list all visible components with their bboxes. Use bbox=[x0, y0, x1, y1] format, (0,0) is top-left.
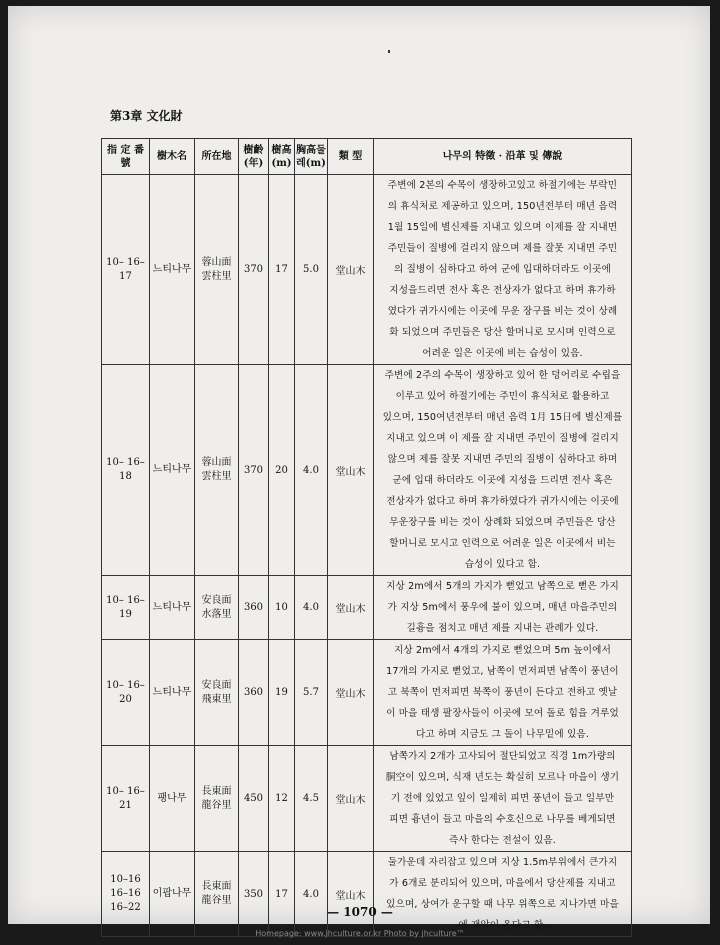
cell-height: 17 bbox=[269, 852, 295, 937]
description-line: 있으며, 상여가 운구할 때 나무 위쪽으로 지나가면 마을 bbox=[386, 899, 619, 910]
chapter-header: 第3章 文化財 bbox=[110, 109, 183, 123]
cell-girth: 5.7 bbox=[295, 640, 328, 746]
table-row bbox=[102, 852, 632, 937]
description-line: 할머니로 모시고 인력으로 어려운 일은 이곳에서 비는 bbox=[389, 538, 616, 549]
cell-age: 370 bbox=[239, 175, 269, 365]
cell-location: 蓉山面 雲柱里 bbox=[195, 175, 239, 365]
description-line: 였다가 귀가시에는 이곳에 무운 장구를 비는 것이 상례 bbox=[387, 306, 618, 317]
table-row bbox=[102, 365, 632, 576]
cell-age: 350 bbox=[239, 852, 269, 937]
cell-height: 20 bbox=[269, 365, 295, 576]
cell-tree-species: 이팝나무 bbox=[150, 852, 195, 937]
cell-designation-number: 10–16 16–16 16–22 bbox=[102, 852, 150, 937]
cell-location: 長東面 龍谷里 bbox=[195, 852, 239, 937]
table-row bbox=[102, 746, 632, 852]
cell-age: 450 bbox=[239, 746, 269, 852]
cell-designation-number: 10– 16–21 bbox=[102, 746, 150, 852]
description-line: 기 전에 있었고 잎이 일제히 피면 풍년이 들고 일부만 bbox=[390, 793, 615, 804]
description-line: 화 되었으며 주민들은 당산 할머니로 모시며 인력으로 bbox=[389, 327, 616, 338]
description-line: 무운장구를 비는 것이 상례화 되었으며 주민들은 당산 bbox=[389, 517, 616, 528]
header-height: 樹高 (m) bbox=[269, 139, 295, 175]
description-line: 胴空이 있으며, 식재 년도는 확실히 모르나 마을이 생기 bbox=[385, 772, 620, 783]
description-line: 있으며, 150여년전부터 매년 음력 1月 15日에 별신제를 bbox=[382, 412, 623, 423]
cell-location: 長東面 龍谷里 bbox=[195, 746, 239, 852]
description-line: 가 6개로 분리되어 있으며, 마을에서 당산제를 지내고 bbox=[389, 878, 616, 889]
description-line: 가 지상 5m에서 풍우에 불이 있으며, 매년 마을주민의 bbox=[387, 602, 618, 613]
description-line: 길흉을 점치고 매년 제를 지내는 관례가 있다. bbox=[406, 623, 599, 634]
table-header-row bbox=[102, 139, 632, 175]
cell-description bbox=[374, 175, 632, 365]
cell-tree-species: 느티나무 bbox=[150, 576, 195, 640]
cell-designation-number: 10– 16–20 bbox=[102, 640, 150, 746]
cell-type: 堂山木 bbox=[328, 640, 374, 746]
description-line: 주민들이 질병에 걸리지 않으며 제를 잘못 지내면 주민 bbox=[387, 243, 618, 254]
cell-location: 蓉山面 雲柱里 bbox=[195, 365, 239, 576]
description-line: 에 재앙이 온다고 함. bbox=[458, 920, 547, 931]
header-description: 나무의 特徵 · 沿革 및 傳說 bbox=[374, 139, 632, 175]
cell-location: 安良面 飛東里 bbox=[195, 640, 239, 746]
cell-height: 12 bbox=[269, 746, 295, 852]
description-line: 둘가운데 자리잡고 있으며 지상 1.5m부위에서 큰가지 bbox=[387, 857, 618, 868]
header-location: 所在地 bbox=[195, 139, 239, 175]
cell-age: 360 bbox=[239, 640, 269, 746]
description-line: 의 휴식처로 제공하고 있으며, 150년전부터 매년 음력 bbox=[387, 201, 618, 212]
table-row bbox=[102, 576, 632, 640]
description-line: 습성이 있다고 함. bbox=[464, 559, 541, 570]
description-line: 지상 2m에서 5개의 가지가 뻗었고 남쪽으로 뻗은 가지 bbox=[386, 581, 619, 592]
cell-girth: 4.5 bbox=[295, 746, 328, 852]
ink-speck bbox=[388, 50, 390, 53]
description-line: 주변에 2주의 수목이 생장하고 있어 한 덩어리로 수립을 bbox=[384, 370, 621, 381]
cell-height: 10 bbox=[269, 576, 295, 640]
cell-location: 安良面 水落里 bbox=[195, 576, 239, 640]
table-row bbox=[102, 175, 632, 365]
cell-description bbox=[374, 852, 632, 937]
cell-description bbox=[374, 746, 632, 852]
cell-girth: 4.0 bbox=[295, 852, 328, 937]
header-species: 樹木名 bbox=[150, 139, 195, 175]
cell-designation-number: 10– 16–19 bbox=[102, 576, 150, 640]
description-line: 군에 입대 하더라도 이곳에 지성을 드리면 전사 혹은 bbox=[392, 475, 613, 486]
cell-age: 360 bbox=[239, 576, 269, 640]
description-line: 전상자가 없다고 하며 휴가하였다가 귀가시에는 이곳에 bbox=[386, 496, 619, 507]
photo-credit-footer: Homepage: www.jhculture.or.kr Photo by jhculture™ bbox=[255, 929, 465, 938]
description-line: 주변에 2본의 수목이 생장하고있고 하절기에는 부락민 bbox=[387, 180, 618, 191]
description-line: 다고 하며 지금도 그 돌이 나무밑에 있음. bbox=[415, 729, 590, 740]
cell-designation-number: 10– 16–18 bbox=[102, 365, 150, 576]
description-line: 17개의 가지로 뻗었고, 남쪽이 먼저피면 남쪽이 풍년이 bbox=[386, 666, 619, 677]
cell-description bbox=[374, 576, 632, 640]
cell-designation-number: 10– 16–17 bbox=[102, 175, 150, 365]
description-line: 지내고 있으며 이 제를 잘 지내면 주민이 질병에 걸리지 bbox=[386, 433, 619, 444]
cell-tree-species: 느티나무 bbox=[150, 640, 195, 746]
cell-tree-species: 느티나무 bbox=[150, 175, 195, 365]
description-line: 지성을드리면 전사 혹은 전상자가 없다고 하며 휴가하 bbox=[389, 285, 616, 296]
cell-age: 370 bbox=[239, 365, 269, 576]
description-line: 지상 2m에서 4개의 가지로 뻗었으며 5m 높이에서 bbox=[393, 645, 612, 656]
description-line: 즉사 한다는 전설이 있음. bbox=[449, 835, 556, 846]
cell-type: 堂山木 bbox=[328, 175, 374, 365]
description-line: 이루고 있어 하절기에는 주민이 휴식처로 활용하고 bbox=[395, 391, 610, 402]
cell-type: 堂山木 bbox=[328, 365, 374, 576]
cell-girth: 5.0 bbox=[295, 175, 328, 365]
cell-height: 19 bbox=[269, 640, 295, 746]
cell-girth: 4.0 bbox=[295, 576, 328, 640]
protected-trees-table bbox=[101, 138, 632, 937]
description-line: 어려운 일은 이곳에 비는 습성이 있음. bbox=[422, 348, 583, 359]
description-line: 남쪽가지 2개가 고사되어 절단되었고 직경 1m가량의 bbox=[389, 751, 616, 762]
description-line: 피면 흉년이 들고 마을의 수호신으로 나무를 베게되면 bbox=[389, 814, 616, 825]
header-type: 類 型 bbox=[328, 139, 374, 175]
cell-description bbox=[374, 365, 632, 576]
cell-height: 17 bbox=[269, 175, 295, 365]
description-line: 의 질병이 심하다고 하여 군에 입대하더라도 이곳에 bbox=[394, 264, 611, 275]
cell-tree-species: 느티나무 bbox=[150, 365, 195, 576]
cell-type: 堂山木 bbox=[328, 852, 374, 937]
description-line: 1월 15일에 별신제를 지내고 있으며 이제를 잘 지내면 bbox=[387, 222, 618, 233]
cell-girth: 4.0 bbox=[295, 365, 328, 576]
table-row bbox=[102, 640, 632, 746]
header-girth: 胸高둘레(m) bbox=[295, 139, 328, 175]
description-line: 않으며 제를 잘못 지내면 주민의 질병이 심하다고 하며 bbox=[387, 454, 618, 465]
cell-description bbox=[374, 640, 632, 746]
header-age: 樹齡 (年) bbox=[239, 139, 269, 175]
cell-type: 堂山木 bbox=[328, 576, 374, 640]
header-number: 指 定 番 號 bbox=[102, 139, 150, 175]
description-line: 이 마을 태생 팔장사들이 이곳에 모여 돌로 힘을 겨루었 bbox=[386, 708, 619, 719]
description-line: 고 북쪽이 먼저피면 북쪽이 풍년이 든다고 전하고 옛날 bbox=[387, 687, 618, 698]
cell-type: 堂山木 bbox=[328, 746, 374, 852]
cell-tree-species: 팽나무 bbox=[150, 746, 195, 852]
page-number: — 1070 — bbox=[327, 905, 393, 919]
